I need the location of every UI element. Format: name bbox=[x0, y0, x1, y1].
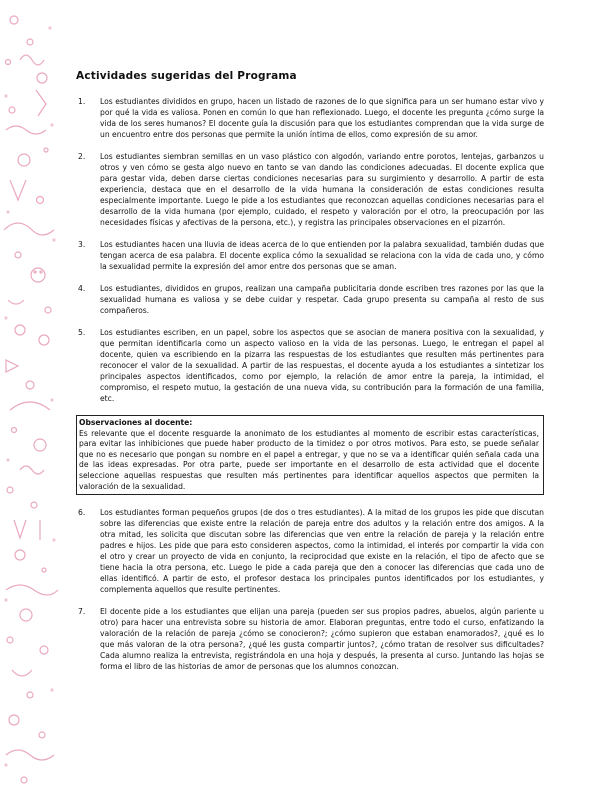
item-number: 7. bbox=[78, 607, 86, 617]
activities-list-part2 bbox=[76, 507, 544, 672]
item-number: 2. bbox=[78, 152, 86, 161]
list-item bbox=[76, 327, 544, 404]
item-number: 6. bbox=[78, 508, 86, 518]
document-content bbox=[76, 70, 544, 683]
item-number: 5. bbox=[78, 328, 86, 337]
list-item bbox=[76, 96, 544, 140]
item-number: 4. bbox=[78, 284, 86, 293]
item-text: Los estudiantes escriben, en un papel, sobre los aspectos que se asocian de manera positiva con la sexualidad, y que permitan identificarla como un aspecto valioso en la vida de las personas. Luego, le entregan el papel al docente, quien va escribiendo en la pizarra las respuestas de los estudiantes que resulten más pertinentes para reconocer el valor de la sexualidad. A partir de las respuestas, el docente ayuda a los estudiantes a sintetizar los principales aspectos identificados, como por ejemplo, la relación de amor entre la pareja, la intimidad, el compromiso, el respeto mutuo, la gestación de una nueva vida, su contribución para la formación de una familia, etc. bbox=[100, 328, 544, 403]
item-text: Los estudiantes hacen una lluvia de ideas acerca de lo que entienden por la palabra sexualidad, también dudas que tengan acerca de esa palabra. El docente explica cómo la sexualidad se relaciona con la vida de cada uno, y cómo la sexualidad permite la expresión del amor entre dos personas que se aman. bbox=[100, 240, 544, 271]
page-title: Actividades sugeridas del Programa bbox=[76, 70, 297, 82]
list-item bbox=[76, 283, 544, 316]
item-number: 3. bbox=[78, 240, 86, 249]
item-text: Los estudiantes divididos en grupo, hacen un listado de razones de lo que significa para un ser humano estar vivo y por qué la vida es valiosa. Ponen en común lo que han reflexionado. Luego, el docente les pregunta ¿cómo surge la vida de los seres humanos? El docente guía la discusión para que los estudiantes comprendan que la vida surge de un encuentro entre dos personas que permite la unión íntima de ellos, como expresión de su amor. bbox=[100, 97, 544, 139]
item-text: Los estudiantes siembran semillas en un vaso plástico con algodón, variando entre porotos, lentejas, garbanzos u otros y ven cómo se gesta algo nuevo en tanto se van dando las condiciones adecuadas. El docente explica que para gestar vida, deben darse ciertas condiciones necesarias para su surgimiento y desarrollo. A partir de esta experiencia, destaca que en el desarrollo de la vida humana la consideración de estas condiciones resulta especialmente importante. Luego le pide a los estudiantes que reconozcan aquellas condiciones necesarias para el desarrollo de la vida humana (por ejemplo, cuidado, el respeto y valoración por el otro, la preocupación por las necesidades físicas y afectivas de la persona, etc.), y registra las principales observaciones en el pizarrón. bbox=[100, 152, 544, 227]
item-text: Los estudiantes, divididos en grupos, realizan una campaña publicitaria donde escriben tres razones por las que la sexualidad humana es valiosa y se debe cuidar y respetar. Cada grupo presenta su campaña al resto de sus compañeros. bbox=[100, 284, 544, 315]
list-item bbox=[76, 507, 544, 595]
item-text: El docente pide a los estudiantes que elijan una pareja (pueden ser sus propios padres, abuelos, algún pariente u otro) para hacer una entrevista sobre su historia de amor. Elaboran preguntas, entre todo el curso, enfatizando la valoración de la relación de pareja ¿cómo se conocieron?; ¿cómo supieron que estaban enamorados?, ¿qué es lo que más valoran de la otra persona?, ¿qué les gusta compartir juntos?, ¿cómo tratan de resolver sus dificultades? Cada alumno realiza la entrevista, registrándola en una hoja y después, la presenta al curso. Juntando las hojas se forma el libro de las historias de amor de personas que los alumnos conozcan. bbox=[100, 607, 544, 672]
item-text: Los estudiantes forman pequeños grupos (de dos o tres estudiantes). A la mitad de los grupos les pide que discutan sobre las diferencias que existe entre la relación de pareja entre dos adultos y la relación entre dos amigos. A la otra mitad, les solicita que discutan sobre las diferencias que ven entre la relación de pareja y la relación entre padres e hijos. Les pide que para esto consideren aspectos, como la intimidad, el interés por compartir la vida con el otro y crear un proyecto de vida en conjunto, la reciprocidad que existe en la relación, el tipo de afecto que se tiene hacia la otra persona, etc. Luego le pide a cada pareja que den a conocer las diferencias que cada uno de ellas identificó. A partir de esto, el profesor destaca los principales puntos identificados por los estudiantes, y complementa aquellos que resulte pertinentes. bbox=[100, 508, 544, 595]
activities-list-part1 bbox=[76, 96, 544, 404]
note-text: Es relevante que el docente resguarde la anonimato de los estudiantes al momento de escribir estas características, para evitar las inhibiciones que puede haber producto de la timidez o por otros motivos. Para esto, se puede señalar que no es necesario que pongan su nombre en el papel a entregar, y que no se va a identificar quién señala cada una de las ideas expresadas. Por otra parte, puede ser importante en el desarrollo de esta actividad que el docente seleccione aquellas respuestas que resulten más pertinentes para identificar aquellos aspectos que permiten la valoración de la sexualidad. bbox=[79, 428, 539, 491]
teacher-notes-box bbox=[76, 415, 544, 495]
list-item bbox=[76, 606, 544, 672]
doodle-illustration bbox=[0, 0, 62, 800]
list-item bbox=[76, 239, 544, 272]
item-number: 1. bbox=[78, 97, 86, 106]
margin-decoration bbox=[0, 0, 62, 800]
list-item bbox=[76, 151, 544, 228]
note-title: Observaciones al docente: bbox=[79, 418, 193, 427]
